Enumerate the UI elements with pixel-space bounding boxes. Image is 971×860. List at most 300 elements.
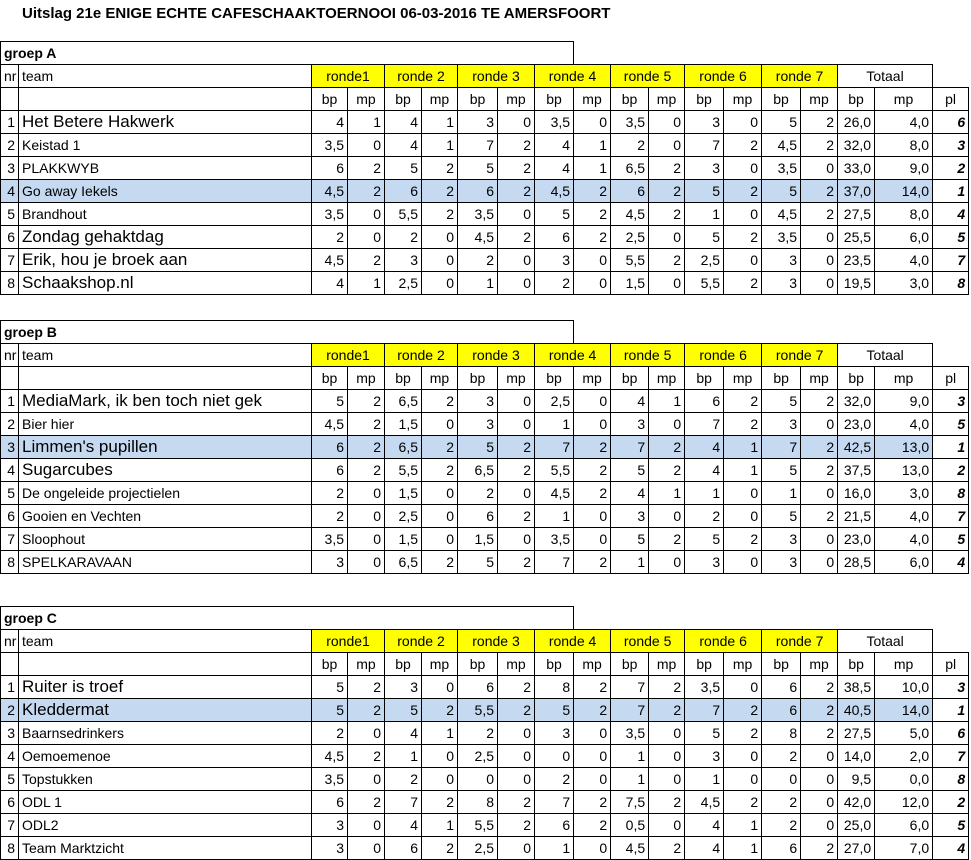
score-bp: 6	[312, 436, 348, 459]
score-bp: 4,5	[458, 226, 498, 249]
empty-cell	[1, 88, 19, 111]
score-mp: 1	[574, 134, 611, 157]
table-row	[1, 699, 969, 722]
row-nr: 3	[1, 436, 19, 459]
score-mp: 2	[724, 413, 762, 436]
score-mp: 1	[348, 111, 385, 134]
place: 5	[933, 814, 969, 837]
score-bp: 3,5	[762, 157, 801, 180]
score-bp: 1,5	[385, 413, 422, 436]
score-mp: 0	[348, 134, 385, 157]
subheader-mp: mp	[724, 653, 762, 676]
column-header-ronde: ronde 2	[385, 65, 458, 88]
score-mp: 2	[348, 791, 385, 814]
score-bp: 3	[535, 722, 574, 745]
score-mp: 2	[724, 791, 762, 814]
score-bp: 3	[458, 111, 498, 134]
score-bp: 2	[385, 226, 422, 249]
score-bp: 3,5	[611, 722, 649, 745]
score-bp: 5	[762, 505, 801, 528]
score-bp: 3,5	[762, 226, 801, 249]
team-name: ODL 1	[19, 791, 312, 814]
subheader-bp: bp	[838, 653, 875, 676]
score-bp: 1	[611, 768, 649, 791]
subheader-pl: pl	[933, 88, 969, 111]
team-name: Gooien en Vechten	[19, 505, 312, 528]
score-bp: 3	[385, 249, 422, 272]
subheader-bp: bp	[535, 367, 574, 390]
team-name: Topstukken	[19, 768, 312, 791]
table-row	[1, 111, 969, 134]
score-mp: 2	[498, 676, 535, 699]
group-name-row	[1, 607, 969, 630]
total-bp: 23,0	[838, 528, 875, 551]
score-bp: 0,5	[611, 814, 649, 837]
row-nr: 4	[1, 459, 19, 482]
total-mp: 2,0	[875, 745, 933, 768]
score-mp: 2	[348, 249, 385, 272]
total-mp: 4,0	[875, 111, 933, 134]
score-mp: 2	[574, 226, 611, 249]
team-name: SPELKARAVAAN	[19, 551, 312, 574]
score-mp: 0	[498, 482, 535, 505]
table-row	[1, 551, 969, 574]
subheader-bp: bp	[611, 653, 649, 676]
score-mp: 2	[649, 203, 685, 226]
subheader-mp: mp	[574, 653, 611, 676]
row-nr: 8	[1, 551, 19, 574]
empty-cell	[933, 630, 969, 653]
column-header-ronde: ronde 5	[611, 344, 685, 367]
table-row	[1, 837, 969, 860]
subheader-bp: bp	[611, 367, 649, 390]
subheader-mp: mp	[649, 653, 685, 676]
score-bp: 2	[535, 768, 574, 791]
subheader-bp: bp	[762, 367, 801, 390]
column-header-totaal: Totaal	[838, 630, 933, 653]
score-bp: 5,5	[611, 249, 649, 272]
score-mp: 2	[724, 699, 762, 722]
score-mp: 0	[574, 528, 611, 551]
total-bp: 19,5	[838, 272, 875, 295]
score-bp: 4,5	[762, 134, 801, 157]
score-mp: 2	[649, 528, 685, 551]
group-name-row	[1, 321, 969, 344]
subheader-bp: bp	[535, 653, 574, 676]
score-mp: 0	[422, 249, 458, 272]
score-mp: 0	[348, 528, 385, 551]
score-bp: 5	[762, 180, 801, 203]
place: 5	[933, 226, 969, 249]
score-mp: 2	[348, 745, 385, 768]
empty-cell	[574, 42, 969, 65]
team-name: PLAKKWYB	[19, 157, 312, 180]
score-mp: 0	[422, 745, 458, 768]
subheader-bp: bp	[535, 88, 574, 111]
score-bp: 0	[762, 768, 801, 791]
score-mp: 1	[422, 134, 458, 157]
score-bp: 3,5	[458, 203, 498, 226]
row-nr: 2	[1, 413, 19, 436]
score-mp: 1	[649, 390, 685, 413]
score-mp: 2	[649, 459, 685, 482]
score-bp: 1	[535, 837, 574, 860]
score-mp: 2	[498, 505, 535, 528]
empty-cell	[19, 367, 312, 390]
score-mp: 0	[348, 837, 385, 860]
total-bp: 23,5	[838, 249, 875, 272]
column-header-ronde: ronde 7	[762, 630, 838, 653]
column-header-nr: nr	[1, 65, 19, 88]
score-mp: 0	[348, 482, 385, 505]
place: 3	[933, 134, 969, 157]
subheader-mp: mp	[801, 653, 838, 676]
subheader-bp: bp	[385, 653, 422, 676]
score-bp: 3	[312, 551, 348, 574]
score-mp: 0	[801, 791, 838, 814]
team-name: Erik, hou je broek aan	[19, 249, 312, 272]
score-bp: 7	[611, 676, 649, 699]
score-mp: 1	[649, 482, 685, 505]
score-mp: 0	[801, 226, 838, 249]
score-mp: 2	[574, 180, 611, 203]
score-bp: 1	[611, 551, 649, 574]
subheader-mp: mp	[649, 367, 685, 390]
score-mp: 0	[724, 249, 762, 272]
subheader-mp: mp	[348, 88, 385, 111]
column-header-ronde: ronde1	[312, 344, 385, 367]
column-header-ronde: ronde 7	[762, 344, 838, 367]
subheader-mp: mp	[649, 88, 685, 111]
subheader-bp: bp	[838, 367, 875, 390]
table-row	[1, 676, 969, 699]
score-bp: 6,5	[611, 157, 649, 180]
score-mp: 0	[574, 272, 611, 295]
score-bp: 3	[762, 413, 801, 436]
score-mp: 0	[649, 226, 685, 249]
score-bp: 7	[762, 436, 801, 459]
column-header-ronde: ronde 2	[385, 344, 458, 367]
score-mp: 0	[724, 482, 762, 505]
score-bp: 4	[385, 111, 422, 134]
page-title: Uitslag 21e ENIGE ECHTE CAFESCHAAKTOERNOOI 06-03-2016 TE AMERSFOORT	[22, 5, 611, 22]
score-bp: 4	[685, 837, 724, 860]
column-header-ronde: ronde 5	[611, 65, 685, 88]
score-mp: 2	[348, 699, 385, 722]
place: 2	[933, 157, 969, 180]
subheader-mp: mp	[422, 367, 458, 390]
subheader-mp: mp	[574, 88, 611, 111]
score-mp: 1	[724, 837, 762, 860]
score-bp: 2	[762, 791, 801, 814]
score-mp: 0	[574, 390, 611, 413]
column-header-ronde: ronde 7	[762, 65, 838, 88]
table-row	[1, 413, 969, 436]
column-header-ronde: ronde 6	[685, 344, 762, 367]
score-mp: 0	[498, 837, 535, 860]
score-bp: 2	[312, 482, 348, 505]
score-mp: 0	[498, 768, 535, 791]
subheader-bp: bp	[611, 88, 649, 111]
column-header-ronde: ronde 3	[458, 630, 535, 653]
subheader-bp: bp	[458, 367, 498, 390]
score-mp: 2	[348, 390, 385, 413]
score-bp: 1	[611, 745, 649, 768]
score-mp: 1	[348, 272, 385, 295]
score-bp: 1	[535, 413, 574, 436]
subheader-mp: mp	[801, 88, 838, 111]
score-bp: 6	[762, 699, 801, 722]
score-bp: 1,5	[458, 528, 498, 551]
table-row	[1, 768, 969, 791]
row-nr: 7	[1, 814, 19, 837]
score-bp: 5	[685, 180, 724, 203]
subheader-mp: mp	[724, 367, 762, 390]
score-bp: 5	[611, 528, 649, 551]
team-name: Oemoemenoe	[19, 745, 312, 768]
place: 3	[933, 676, 969, 699]
score-bp: 2	[385, 768, 422, 791]
table-row	[1, 390, 969, 413]
row-nr: 5	[1, 768, 19, 791]
subheader-bp: bp	[312, 653, 348, 676]
total-bp: 28,5	[838, 551, 875, 574]
row-nr: 1	[1, 676, 19, 699]
score-bp: 3	[762, 551, 801, 574]
table-row	[1, 134, 969, 157]
subheader-bp: bp	[685, 367, 724, 390]
results-table-group	[0, 606, 969, 860]
empty-cell	[19, 653, 312, 676]
score-bp: 2	[312, 505, 348, 528]
score-bp: 6,5	[385, 436, 422, 459]
score-bp: 4,5	[535, 482, 574, 505]
score-mp: 2	[801, 180, 838, 203]
team-name: Baarnsedrinkers	[19, 722, 312, 745]
score-bp: 5	[312, 390, 348, 413]
place: 4	[933, 551, 969, 574]
subheader-mp: mp	[875, 653, 933, 676]
total-bp: 37,0	[838, 180, 875, 203]
team-name: MediaMark, ik ben toch niet gek	[19, 390, 312, 413]
subheader-bp: bp	[385, 88, 422, 111]
team-name: Ruiter is troef	[19, 676, 312, 699]
score-mp: 2	[649, 436, 685, 459]
score-bp: 4,5	[685, 791, 724, 814]
score-mp: 1	[422, 722, 458, 745]
score-bp: 6	[458, 180, 498, 203]
score-mp: 2	[348, 459, 385, 482]
score-bp: 1	[685, 203, 724, 226]
score-bp: 1	[535, 505, 574, 528]
score-mp: 0	[422, 768, 458, 791]
team-name: Kleddermat	[19, 699, 312, 722]
score-mp: 2	[574, 699, 611, 722]
score-bp: 5	[458, 551, 498, 574]
score-mp: 2	[801, 111, 838, 134]
subheader-mp: mp	[801, 367, 838, 390]
header-row	[1, 344, 969, 367]
score-mp: 0	[348, 505, 385, 528]
score-mp: 0	[724, 745, 762, 768]
score-bp: 3	[685, 745, 724, 768]
total-mp: 3,0	[875, 272, 933, 295]
subheader-mp: mp	[498, 653, 535, 676]
score-bp: 3	[685, 111, 724, 134]
score-bp: 1	[385, 745, 422, 768]
empty-cell	[1, 653, 19, 676]
score-bp: 2	[458, 249, 498, 272]
place: 7	[933, 505, 969, 528]
column-header-nr: nr	[1, 344, 19, 367]
score-mp: 2	[801, 722, 838, 745]
score-mp: 0	[649, 551, 685, 574]
score-bp: 2,5	[685, 249, 724, 272]
total-mp: 9,0	[875, 157, 933, 180]
score-mp: 2	[649, 676, 685, 699]
score-bp: 4,5	[762, 203, 801, 226]
score-bp: 7	[685, 699, 724, 722]
score-mp: 0	[348, 203, 385, 226]
score-mp: 0	[724, 203, 762, 226]
subheader-row	[1, 88, 969, 111]
column-header-totaal: Totaal	[838, 65, 933, 88]
score-bp: 6	[312, 459, 348, 482]
score-bp: 5	[312, 699, 348, 722]
score-bp: 2	[535, 272, 574, 295]
score-mp: 2	[422, 436, 458, 459]
score-bp: 4,5	[312, 180, 348, 203]
place: 1	[933, 436, 969, 459]
score-mp: 0	[724, 157, 762, 180]
empty-cell	[19, 88, 312, 111]
table-row	[1, 436, 969, 459]
score-bp: 6	[385, 837, 422, 860]
column-header-ronde: ronde 6	[685, 630, 762, 653]
subheader-mp: mp	[348, 653, 385, 676]
score-mp: 2	[649, 180, 685, 203]
place: 6	[933, 722, 969, 745]
score-bp: 5	[685, 722, 724, 745]
total-bp: 37,5	[838, 459, 875, 482]
total-bp: 25,5	[838, 226, 875, 249]
total-bp: 21,5	[838, 505, 875, 528]
score-bp: 2	[458, 722, 498, 745]
total-mp: 8,0	[875, 203, 933, 226]
score-bp: 4	[611, 390, 649, 413]
column-header-ronde: ronde 4	[535, 630, 611, 653]
place: 2	[933, 459, 969, 482]
score-mp: 2	[649, 157, 685, 180]
table-row	[1, 226, 969, 249]
score-bp: 6,5	[458, 459, 498, 482]
score-mp: 0	[724, 111, 762, 134]
row-nr: 5	[1, 203, 19, 226]
score-mp: 0	[574, 837, 611, 860]
score-mp: 0	[422, 505, 458, 528]
score-bp: 5	[385, 699, 422, 722]
score-mp: 0	[348, 226, 385, 249]
total-bp: 27,0	[838, 837, 875, 860]
score-bp: 6	[312, 157, 348, 180]
subheader-mp: mp	[422, 653, 458, 676]
score-mp: 2	[422, 699, 458, 722]
score-bp: 2	[458, 482, 498, 505]
score-mp: 0	[649, 814, 685, 837]
score-bp: 3	[458, 390, 498, 413]
total-bp: 33,0	[838, 157, 875, 180]
score-mp: 0	[498, 203, 535, 226]
score-bp: 3,5	[312, 203, 348, 226]
table-row	[1, 459, 969, 482]
column-header-ronde: ronde 4	[535, 344, 611, 367]
table-row	[1, 505, 969, 528]
score-bp: 3	[458, 413, 498, 436]
score-bp: 4	[535, 157, 574, 180]
team-name: Sloophout	[19, 528, 312, 551]
score-bp: 4	[685, 436, 724, 459]
total-bp: 14,0	[838, 745, 875, 768]
score-mp: 2	[574, 676, 611, 699]
place: 5	[933, 528, 969, 551]
score-bp: 0	[458, 768, 498, 791]
score-mp: 0	[724, 768, 762, 791]
subheader-bp: bp	[762, 653, 801, 676]
table-row	[1, 791, 969, 814]
score-mp: 2	[801, 837, 838, 860]
score-mp: 0	[801, 745, 838, 768]
score-mp: 0	[649, 134, 685, 157]
score-mp: 0	[649, 722, 685, 745]
score-bp: 2,5	[611, 226, 649, 249]
subheader-mp: mp	[498, 88, 535, 111]
score-mp: 2	[422, 459, 458, 482]
place: 1	[933, 180, 969, 203]
score-mp: 0	[422, 482, 458, 505]
total-bp: 40,5	[838, 699, 875, 722]
score-bp: 6,5	[385, 390, 422, 413]
score-bp: 3	[535, 249, 574, 272]
score-mp: 0	[801, 551, 838, 574]
score-mp: 0	[422, 676, 458, 699]
score-bp: 6	[611, 180, 649, 203]
score-mp: 1	[422, 111, 458, 134]
subheader-pl: pl	[933, 653, 969, 676]
header-row	[1, 65, 969, 88]
place: 6	[933, 111, 969, 134]
score-bp: 7	[611, 436, 649, 459]
score-mp: 2	[724, 226, 762, 249]
score-mp: 0	[498, 745, 535, 768]
subheader-mp: mp	[875, 88, 933, 111]
score-bp: 3	[762, 249, 801, 272]
results-table-group	[0, 320, 969, 574]
table-row	[1, 249, 969, 272]
score-mp: 2	[724, 528, 762, 551]
score-bp: 5	[535, 699, 574, 722]
score-mp: 0	[724, 505, 762, 528]
score-bp: 3	[312, 814, 348, 837]
empty-cell	[1, 367, 19, 390]
score-mp: 2	[574, 791, 611, 814]
score-bp: 4	[312, 111, 348, 134]
total-bp: 9,5	[838, 768, 875, 791]
team-name: Zondag gehaktdag	[19, 226, 312, 249]
score-bp: 3,5	[312, 768, 348, 791]
score-mp: 2	[422, 837, 458, 860]
score-bp: 3	[312, 837, 348, 860]
score-mp: 1	[724, 436, 762, 459]
